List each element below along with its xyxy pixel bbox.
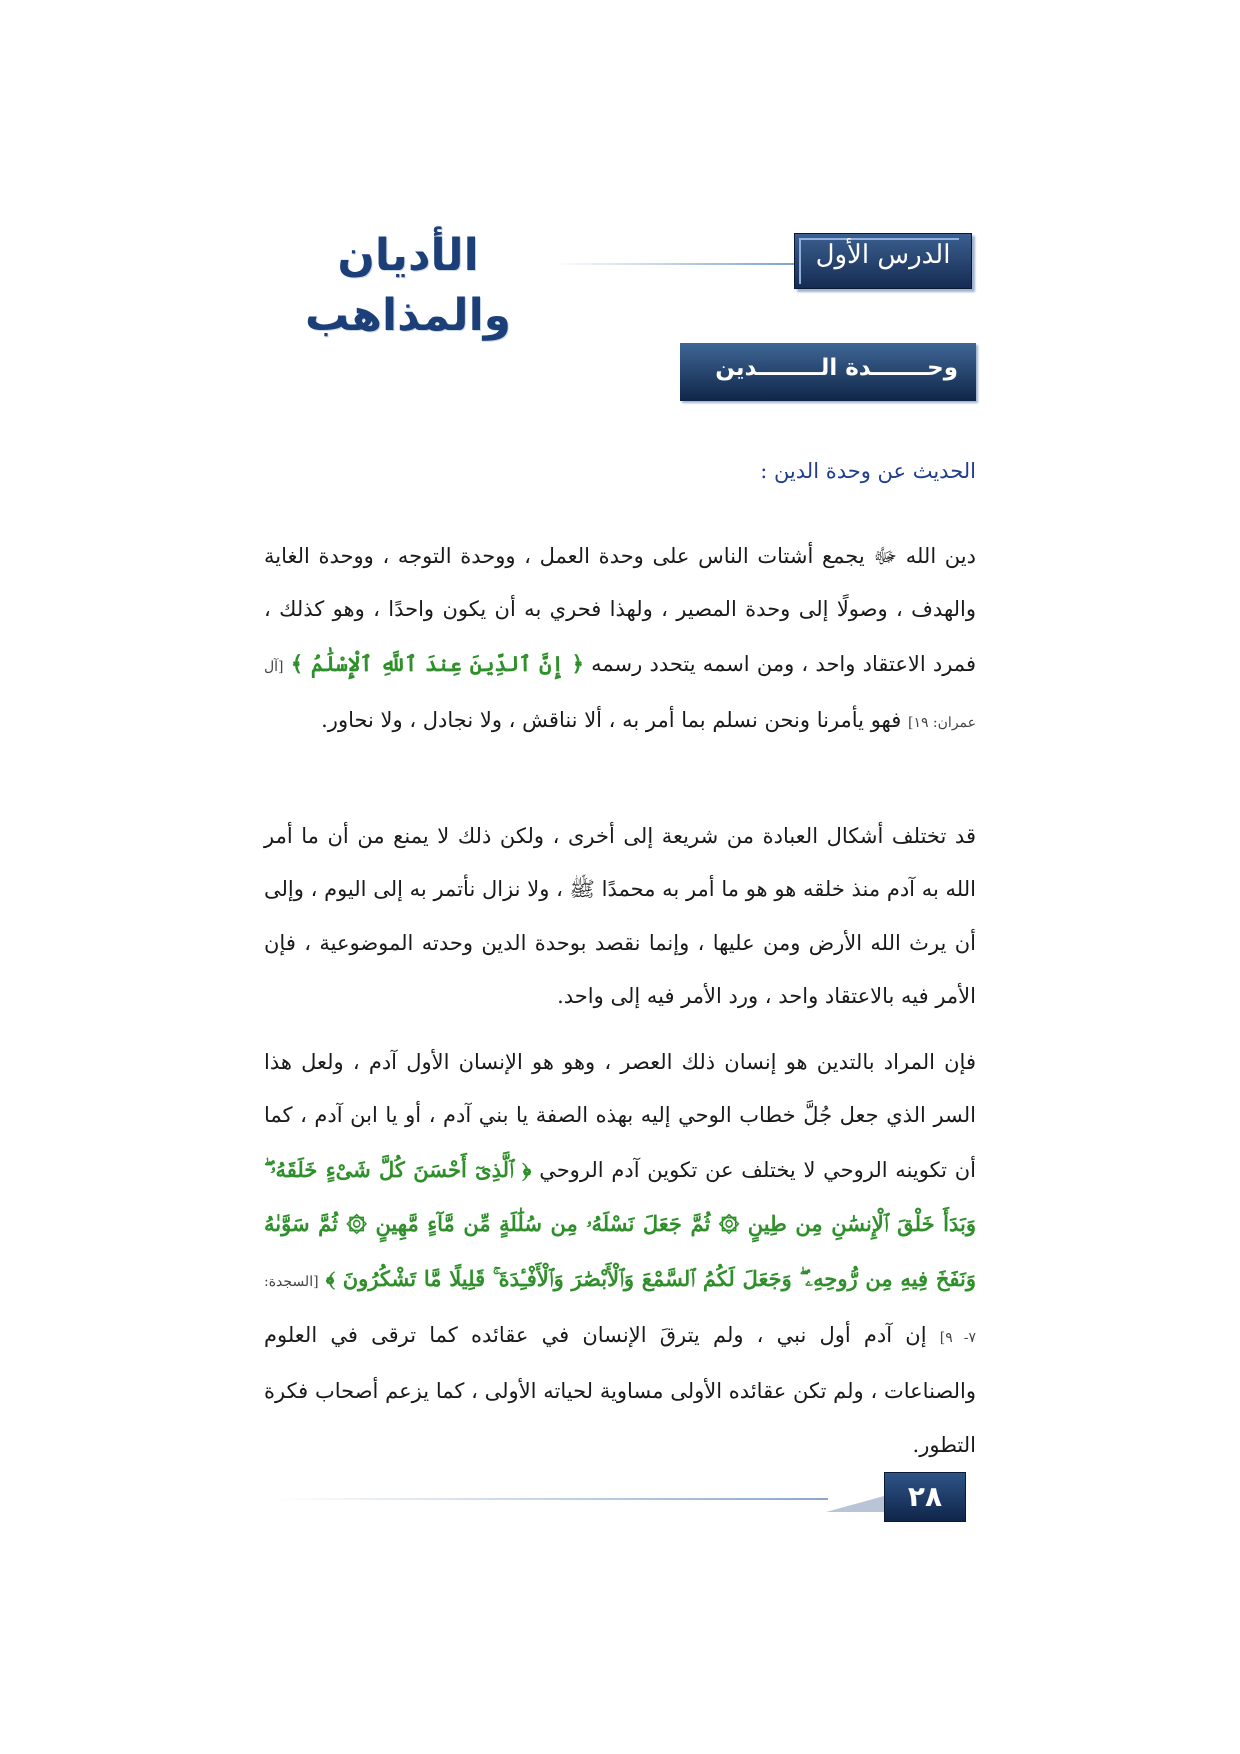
section-title: وحـــــــدة الــــــــدين (715, 355, 958, 381)
paragraph-1-text-a: دين الله ﷻ يجمع أشتات الناس على وحدة العمل ، ووحدة التوجه ، ووحدة الغاية والهدف ، وصولًا إلى وحدة المصير ، ولهذا فحري به أن يكون واحدًا ، وهو كذلك ، فمرد الاعتقاد واحد ، ومن اسمه يتحدد رسمه (264, 544, 976, 676)
header-divider (552, 263, 796, 265)
quran-verse-2: ﴿ ٱلَّذِىٓ أَحْسَنَ كُلَّ شَىْءٍ خَلَقَهُۥ ۖ وَبَدَأَ خَلْقَ ٱلْإِنسَٰنِ مِن طِينٍ ۞ ثُمَّ جَعَلَ نَسْلَهُۥ مِن سُلَٰلَةٍ مِّن مَّآءٍ مَّهِينٍ ۞ ثُمَّ سَوَّىٰهُ وَنَفَخَ فِيهِ مِن رُّوحِهِۦ ۖ وَجَعَلَ لَكُمُ ٱلسَّمْعَ وَٱلْأَبْصَٰرَ وَٱلْأَفْـِٔدَةَ ۚ قَلِيلًا مَّا تَشْكُرُونَ ﴾ (264, 1156, 976, 1291)
lesson-badge (794, 233, 972, 289)
lesson-label: الدرس الأول (815, 240, 951, 270)
paragraph-3 (264, 1036, 976, 1472)
paragraph-3-text-a: فإن المراد بالتدين هو إنسان ذلك العصر ، وهو هو الإنسان الأول آدم ، ولعل هذا السر الذي جعل جُلَّ خطاب الوحي إليه بهذه الصفة يا بني آدم ، أو يا ابن آدم ، كما أن تكوينه الروحي لا يختلف عن تكوين آدم الروحي (264, 1050, 976, 1182)
paragraph-1 (264, 530, 976, 751)
section-title-bar (680, 343, 976, 401)
paragraph-3-text-b: إن آدم أول نبي ، ولم يترقَ الإنسان في عقائده كما ترقى في العلوم والصناعات ، ولم تكن عقائده الأولى مساوية لحياته الأولى ، كما يزعم أصحاب فكرة التطور. (264, 1323, 976, 1457)
paragraph-1-text-b: فهو يأمرنا ونحن نسلم بما أمر به ، ألا نناقش ، ولا نجادل ، ولا نحاور. (321, 708, 902, 733)
footer-ornament (826, 1480, 884, 1512)
footer-divider (272, 1498, 828, 1500)
subheading: الحديث عن وحدة الدين : (760, 459, 976, 483)
verse-citation-1: [آل عمران: ١٩] (264, 658, 976, 732)
page-number-box (884, 1472, 966, 1522)
page-number: ٢٨ (907, 1480, 943, 1513)
verse-citation-2: [السجدة: ٧- ٩] (264, 1273, 977, 1347)
paragraph-2: قد تختلف أشكال العبادة من شريعة إلى أخرى ، ولكن ذلك لا يمنع من أن ما أمر الله به آدم منذ خلقه هو هو ما أمر به محمدًا ﷺ ، ولا نزال نأتمر به إلى اليوم ، وإلى أن يرث الله الأرض ومن عليها ، وإنما نقصد بوحدة الدين وحدته الموضوعية ، فإن الأمر فيه بالاعتقاد واحد ، ورد الأمر فيه إلى واحد. (264, 824, 976, 1009)
quran-verse-1: ﴿ إِنَّ ٱلدِّينَ عِندَ ٱللَّهِ ٱلْإِسْلَٰمُ ﴾ (290, 650, 584, 676)
book-title: الأديان والمذاهب (304, 230, 512, 341)
